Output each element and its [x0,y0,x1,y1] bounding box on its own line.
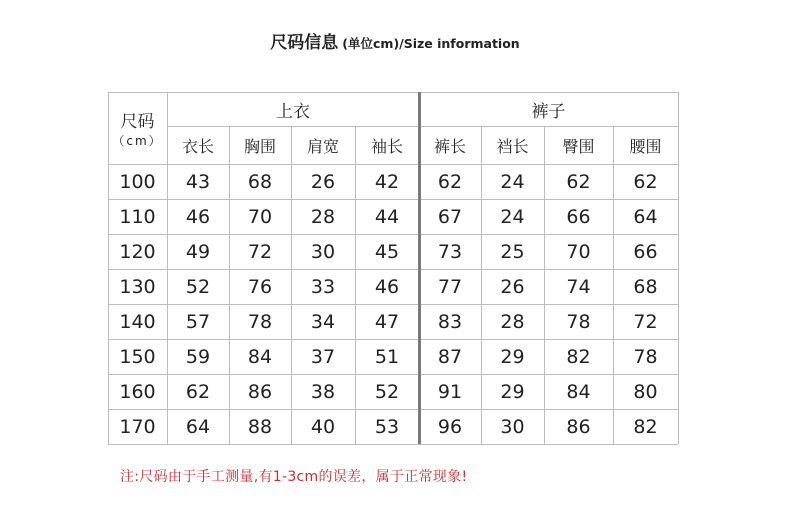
table-cell: 86 [247,380,273,403]
size-cell: 110 [119,205,156,228]
table-cell: 87 [437,345,463,368]
table-cell: 78 [633,345,658,368]
column-header: 腰围 [629,136,662,156]
column-header: 袖长 [370,136,403,156]
table-cell: 44 [374,205,400,228]
size-header-label: 尺码 [120,112,155,132]
table-cell: 40 [310,415,336,438]
table-cell: 73 [437,240,463,263]
size-cell: 140 [119,310,156,333]
table-cell: 29 [500,380,525,403]
table-cell: 84 [566,380,591,403]
table-cell: 66 [566,205,591,228]
table-cell: 76 [247,275,273,298]
table-cell: 84 [247,345,273,368]
size-chart-title [0,28,790,53]
table-cell: 72 [633,310,658,333]
column-header: 衣长 [181,136,214,156]
table-cell: 62 [633,170,658,193]
table-cell: 37 [310,345,336,368]
table-cell: 29 [500,345,525,368]
size-header [108,92,167,164]
table-cell: 78 [566,310,591,333]
table-border-right [678,92,679,444]
table-cell: 43 [185,170,211,193]
table-cell: 88 [247,415,273,438]
table-cell: 82 [566,345,591,368]
table-cell: 34 [310,310,336,333]
size-header-unit: （cm） [112,134,163,148]
table-cell: 28 [310,205,336,228]
column-header: 肩宽 [306,136,339,156]
table-cell: 24 [500,205,525,228]
table-border-bottom [108,444,678,445]
table-cell: 46 [185,205,211,228]
table-cell: 72 [247,240,273,263]
measurement-note: 注:尺码由于手工测量,有1-3cm的误差，属于正常现象! [120,469,468,485]
table-cell: 25 [500,240,525,263]
table-cell: 30 [500,415,525,438]
size-cell: 150 [119,345,156,368]
size-cell: 100 [119,170,156,193]
table-cell: 57 [185,310,211,333]
table-cell: 82 [633,415,658,438]
table-cell: 26 [500,275,525,298]
size-cell: 170 [119,415,156,438]
table-cell: 47 [374,310,400,333]
table-cell: 52 [374,380,400,403]
table-cell: 33 [310,275,336,298]
size-cell: 160 [119,380,156,403]
table-cell: 38 [310,380,336,403]
table-cell: 52 [185,275,211,298]
table-cell: 78 [247,310,273,333]
table-cell: 62 [437,170,463,193]
table-cell: 42 [374,170,400,193]
column-header: 裆长 [496,136,529,156]
table-cell: 91 [437,380,463,403]
table-cell: 24 [500,170,525,193]
table-cell: 49 [185,240,211,263]
table-cell: 83 [437,310,463,333]
table-cell: 68 [247,170,273,193]
table-cell: 70 [566,240,591,263]
table-cell: 66 [633,240,658,263]
size-table [108,92,678,444]
table-cell: 30 [310,240,336,263]
table-cell: 67 [437,205,463,228]
table-cell: 51 [374,345,400,368]
size-cell: 130 [119,275,156,298]
group-header-pants: 裤子 [531,101,566,122]
table-cell: 26 [310,170,336,193]
title-main: 尺码信息 [270,33,339,53]
table-cell: 53 [374,415,400,438]
column-header: 臀围 [562,136,595,156]
table-cell: 74 [566,275,591,298]
table-cell: 86 [566,415,591,438]
size-cell: 120 [119,240,156,263]
table-cell: 28 [500,310,525,333]
title-subtitle: (单位cm)/Size information [342,36,520,51]
table-cell: 45 [374,240,400,263]
table-cell: 77 [437,275,463,298]
column-header: 裤长 [433,136,466,156]
table-cell: 80 [633,380,658,403]
table-cell: 68 [633,275,658,298]
table-cell: 64 [633,205,658,228]
table-cell: 62 [566,170,591,193]
table-cell: 70 [247,205,273,228]
table-cell: 59 [185,345,211,368]
column-header: 胸围 [243,136,276,156]
group-header-top: 上衣 [276,101,310,122]
table-cell: 46 [374,275,400,298]
table-cell: 64 [185,415,211,438]
table-cell: 62 [185,380,211,403]
table-cell: 96 [437,415,463,438]
